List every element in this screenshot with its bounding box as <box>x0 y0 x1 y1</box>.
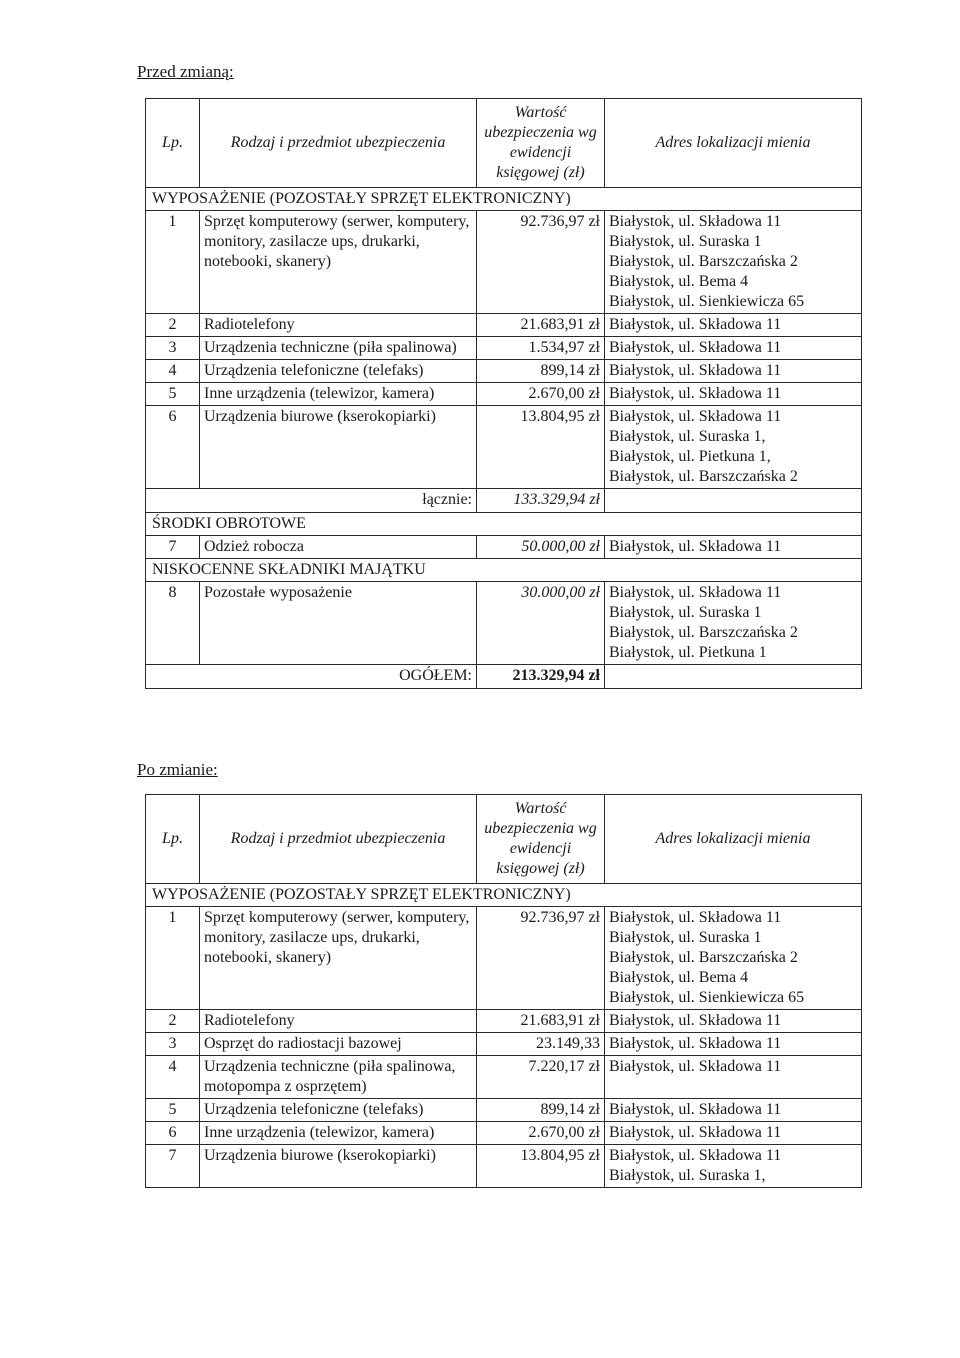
address-line: Białystok, ul. Bema 4 <box>609 969 749 986</box>
table-row <box>146 536 862 559</box>
before-section-label: Przed zmianą: <box>137 62 234 81</box>
row-number: 7 <box>146 1145 200 1188</box>
row-number: 5 <box>146 1099 200 1122</box>
row-description: Inne urządzenia (telewizor, kamera) <box>200 383 477 406</box>
address-line: Białystok, ul. Składowa 11 <box>609 213 782 230</box>
after-section-label: Po zmianie: <box>137 760 218 779</box>
row-address <box>605 211 862 314</box>
row-number: 1 <box>146 211 200 314</box>
row-address <box>605 406 862 489</box>
category-current-assets: ŚRODKI OBROTOWE <box>146 513 862 536</box>
table-row <box>146 907 862 1010</box>
row-address <box>605 1099 862 1122</box>
row-address <box>605 1145 862 1188</box>
table-row <box>146 582 862 665</box>
row-value: 2.670,00 zł <box>477 1122 605 1145</box>
address-line: Białystok, ul. Składowa 11 <box>609 1147 782 1164</box>
address-line: Białystok, ul. Suraska 1, <box>609 428 766 445</box>
header-value: Wartość ubezpieczenia wg ewidencji księgowej (zł) <box>477 795 605 884</box>
address-line: Białystok, ul. Barszczańska 2 <box>609 253 798 270</box>
table-row <box>146 406 862 489</box>
row-value: 2.670,00 zł <box>477 383 605 406</box>
table-row <box>146 314 862 337</box>
row-value: 13.804,95 zł <box>477 1145 605 1188</box>
row-number: 7 <box>146 536 200 559</box>
row-description: Sprzęt komputerowy (serwer, komputery, monitory, zasilacze ups, drukarki, notebooki, skanery) <box>200 211 477 314</box>
address-line: Białystok, ul. Składowa 11 <box>609 1012 782 1029</box>
row-address <box>605 1122 862 1145</box>
address-line: Białystok, ul. Składowa 11 <box>609 362 782 379</box>
header-type: Rodzaj i przedmiot ubezpieczenia <box>200 795 477 884</box>
address-line: Białystok, ul. Składowa 11 <box>609 1101 782 1118</box>
table-row <box>146 1056 862 1099</box>
row-number: 6 <box>146 1122 200 1145</box>
grand-total-value: 213.329,94 zł <box>477 665 605 689</box>
subtotal-label: łącznie: <box>146 489 477 513</box>
row-number: 1 <box>146 907 200 1010</box>
row-description: Urządzenia telefoniczne (telefaks) <box>200 1099 477 1122</box>
row-number: 8 <box>146 582 200 665</box>
table-row <box>146 1033 862 1056</box>
address-line: Białystok, ul. Składowa 11 <box>609 1124 782 1141</box>
address-line: Białystok, ul. Pietkuna 1, <box>609 448 771 465</box>
row-description: Radiotelefony <box>200 314 477 337</box>
row-description: Urządzenia techniczne (piła spalinowa) <box>200 337 477 360</box>
address-line: Białystok, ul. Składowa 11 <box>609 1058 782 1075</box>
row-value: 7.220,17 zł <box>477 1056 605 1099</box>
insurance-table-after <box>145 794 862 1188</box>
row-number: 3 <box>146 337 200 360</box>
row-address <box>605 1056 862 1099</box>
address-line: Białystok, ul. Barszczańska 2 <box>609 949 798 966</box>
address-line: Białystok, ul. Składowa 11 <box>609 385 782 402</box>
row-address <box>605 360 862 383</box>
address-line: Białystok, ul. Składowa 11 <box>609 316 782 333</box>
row-address <box>605 907 862 1010</box>
grand-total-empty-cell <box>605 665 862 689</box>
subtotal-empty-cell <box>605 489 862 513</box>
row-number: 5 <box>146 383 200 406</box>
address-line: Białystok, ul. Suraska 1 <box>609 233 762 250</box>
row-address <box>605 314 862 337</box>
row-description: Sprzęt komputerowy (serwer, komputery, monitory, zasilacze ups, drukarki, notebooki, skanery) <box>200 907 477 1010</box>
address-line: Białystok, ul. Pietkuna 1 <box>609 644 767 661</box>
address-line: Białystok, ul. Składowa 11 <box>609 584 782 601</box>
row-description: Urządzenia techniczne (piła spalinowa, motopompa z osprzętem) <box>200 1056 477 1099</box>
row-number: 3 <box>146 1033 200 1056</box>
equipment-rows <box>146 907 862 1188</box>
category-equipment: WYPOSAŻENIE (POZOSTAŁY SPRZĘT ELEKTRONICZNY) <box>146 188 862 211</box>
address-line: Białystok, ul. Suraska 1 <box>609 929 762 946</box>
address-line: Białystok, ul. Składowa 11 <box>609 909 782 926</box>
header-value: Wartość ubezpieczenia wg ewidencji księgowej (zł) <box>477 99 605 188</box>
address-line: Białystok, ul. Składowa 11 <box>609 339 782 356</box>
row-value: 50.000,00 zł <box>477 536 605 559</box>
header-address: Adres lokalizacji mienia <box>605 99 862 188</box>
row-address <box>605 582 862 665</box>
row-description: Osprzęt do radiostacji bazowej <box>200 1033 477 1056</box>
header-type: Rodzaj i przedmiot ubezpieczenia <box>200 99 477 188</box>
address-line: Białystok, ul. Barszczańska 2 <box>609 468 798 485</box>
address-line: Białystok, ul. Składowa 11 <box>609 538 782 555</box>
grand-total-label: OGÓŁEM: <box>146 665 477 689</box>
row-value: 21.683,91 zł <box>477 1010 605 1033</box>
row-description: Radiotelefony <box>200 1010 477 1033</box>
header-lp: Lp. <box>146 795 200 884</box>
row-number: 4 <box>146 360 200 383</box>
address-line: Białystok, ul. Składowa 11 <box>609 408 782 425</box>
row-value: 899,14 zł <box>477 1099 605 1122</box>
row-value: 92.736,97 zł <box>477 907 605 1010</box>
address-line: Białystok, ul. Sienkiewicza 65 <box>609 989 805 1006</box>
row-value: 92.736,97 zł <box>477 211 605 314</box>
address-line: Białystok, ul. Składowa 11 <box>609 1035 782 1052</box>
category-low-value-assets: NISKOCENNE SKŁADNIKI MAJĄTKU <box>146 559 862 582</box>
category-equipment: WYPOSAŻENIE (POZOSTAŁY SPRZĘT ELEKTRONICZNY) <box>146 884 862 907</box>
row-address <box>605 1033 862 1056</box>
address-line: Białystok, ul. Suraska 1, <box>609 1167 766 1184</box>
table-row <box>146 1099 862 1122</box>
table-row <box>146 360 862 383</box>
address-line: Białystok, ul. Sienkiewicza 65 <box>609 293 805 310</box>
table-row <box>146 1122 862 1145</box>
table-row <box>146 383 862 406</box>
low-value-assets-rows <box>146 582 862 665</box>
table-row <box>146 337 862 360</box>
insurance-table-before <box>145 98 862 689</box>
row-value: 13.804,95 zł <box>477 406 605 489</box>
row-value: 23.149,33 <box>477 1033 605 1056</box>
table-row <box>146 211 862 314</box>
row-address <box>605 337 862 360</box>
header-address: Adres lokalizacji mienia <box>605 795 862 884</box>
row-number: 6 <box>146 406 200 489</box>
address-line: Białystok, ul. Suraska 1 <box>609 604 762 621</box>
header-lp: Lp. <box>146 99 200 188</box>
table-row <box>146 1010 862 1033</box>
address-line: Białystok, ul. Bema 4 <box>609 273 749 290</box>
table-row <box>146 1145 862 1188</box>
row-description: Odzież robocza <box>200 536 477 559</box>
equipment-rows <box>146 211 862 489</box>
row-value: 30.000,00 zł <box>477 582 605 665</box>
row-description: Urządzenia telefoniczne (telefaks) <box>200 360 477 383</box>
row-value: 21.683,91 zł <box>477 314 605 337</box>
row-value: 899,14 zł <box>477 360 605 383</box>
row-value: 1.534,97 zł <box>477 337 605 360</box>
row-address <box>605 1010 862 1033</box>
subtotal-value: 133.329,94 zł <box>477 489 605 513</box>
row-description: Pozostałe wyposażenie <box>200 582 477 665</box>
row-number: 4 <box>146 1056 200 1099</box>
row-description: Urządzenia biurowe (kserokopiarki) <box>200 1145 477 1188</box>
current-assets-rows <box>146 536 862 559</box>
row-description: Urządzenia biurowe (kserokopiarki) <box>200 406 477 489</box>
row-address <box>605 536 862 559</box>
row-number: 2 <box>146 1010 200 1033</box>
address-line: Białystok, ul. Barszczańska 2 <box>609 624 798 641</box>
row-description: Inne urządzenia (telewizor, kamera) <box>200 1122 477 1145</box>
row-number: 2 <box>146 314 200 337</box>
row-address <box>605 383 862 406</box>
